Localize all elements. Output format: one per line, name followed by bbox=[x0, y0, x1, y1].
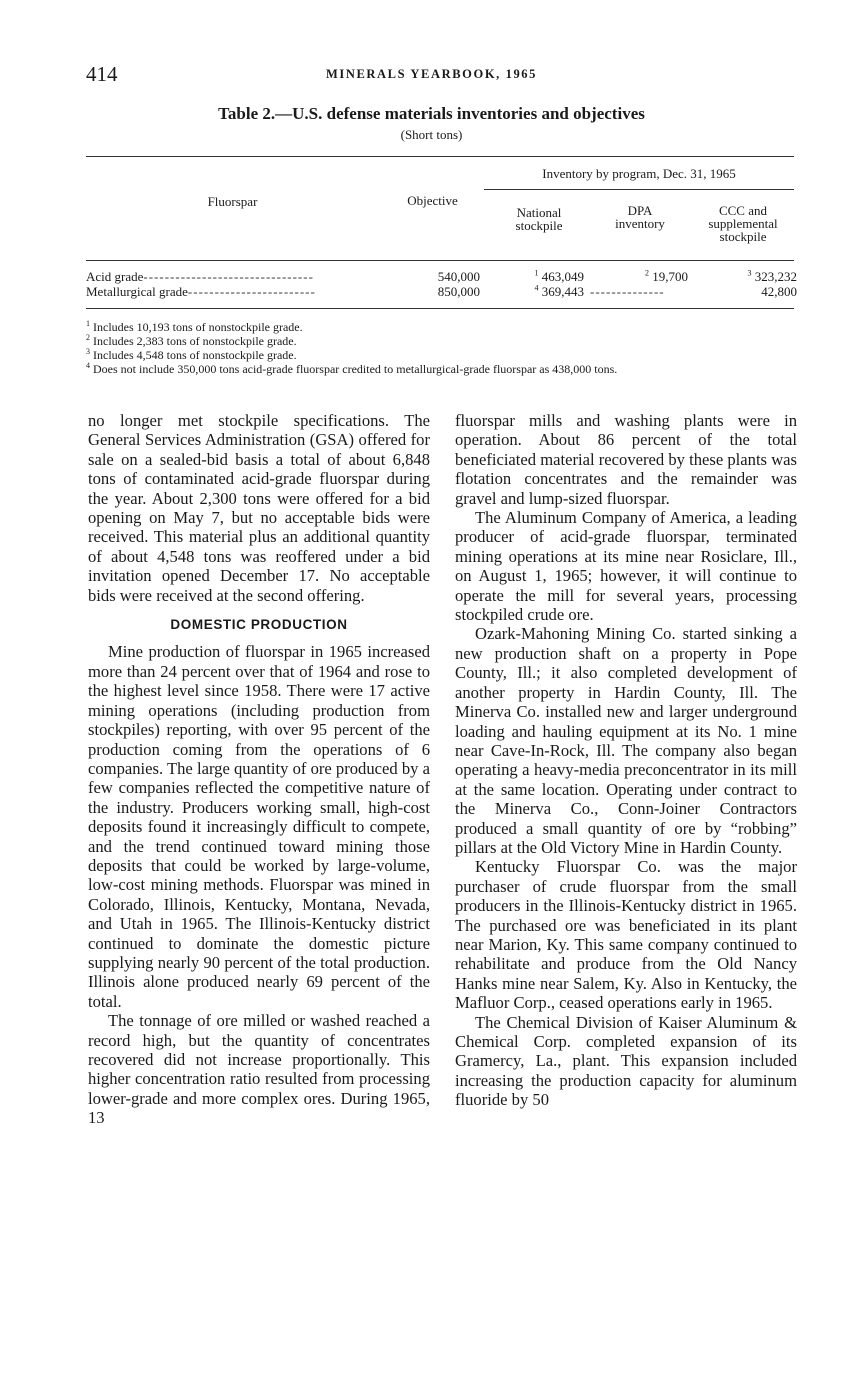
cell-objective: 850,000 bbox=[437, 284, 480, 299]
paragraph: The Chemical Division of Kaiser Aluminum & Chemical Corp. completed expansion of its Gramercy, La., plant. This expansion included increasing the production capacity for aluminum fluoride by 50 bbox=[455, 1012, 797, 1110]
paragraph: The Aluminum Company of America, a leading producer of acid-grade fluorspar, terminated mining operations at its mine near Rosiclare, Ill., on August 1, 1965; however, it will continue to operate the mill for several years, processing stockpiled crude ore. bbox=[455, 508, 797, 625]
cell-dpa-inventory: -------------- bbox=[590, 284, 665, 299]
paragraph: Mine production of fluorspar in 1965 increased more than 24 percent over that of 1964 and rose to the highest level since 1958. There were 17 active mining operations (including production from stockpiles) reporting, with over 95 percent of the production coming from the operations of 6 companies. The large quantity of ore produced by a few companies reflected the competitive nature of the industry. Producers working small, high-cost deposits found it increasingly difficult to compete, and the trend continued toward mining those deposits that could be worked by large-volume, low-cost mining methods. Fluorspar was mined in Colorado, Illinois, Kentucky, Montana, Nevada, and Utah in 1965. The Illinois-Kentucky district continued to dominate the domestic picture supplying nearly 90 percent of the total production. Illinois alone produced nearly 69 percent of the total. bbox=[88, 642, 430, 1011]
header-fluorspar: Fluorspar bbox=[207, 194, 258, 209]
table-top-rule bbox=[86, 156, 794, 157]
paragraph: The tonnage of ore milled or washed reached a record high, but the quantity of concentrates recovered did not increase proportionally. This higher concentration ratio resulted from processing lower-grade and more complex ores. During 1965, 13 bbox=[88, 1011, 430, 1128]
header-dpa-inventory: DPA inventory bbox=[615, 203, 665, 231]
running-title: MINERALS YEARBOOK, 1965 bbox=[325, 67, 537, 81]
cell-national-stockpile: $^1$ 463,049 bbox=[534, 268, 584, 284]
page-number: 414 bbox=[86, 62, 118, 86]
row-label-acid-grade: Acid grade-------------------------------- bbox=[86, 269, 314, 284]
paragraph: Ozark-Mahoning Mining Co. started sinking a new production shaft on a property in Pope County, Ill.; it also completed development of another property in Hardin County, Ill. The Minerva Co. installed new and larger underground loading and hauling equipment at its No. 1 mine near Cave-In-Rock, Ill. The company also began operating a heavy-media preconcentrator in its mill at the same location. Operating under contract to the Minerva Co., Conn-Joiner Contractors produced a small quantity of ore by “robbing” pillars at the Old Victory Mine in Hardin County. bbox=[455, 624, 797, 857]
paragraph: no longer met stockpile specifications. The General Services Administration (GSA) offered for sale on a sealed-bid basis a total of about 6,848 tons of contaminated acid-grade fluorspar during the year. About 2,300 tons were offered for a bid opening on May 7, but no acceptable bids were received. This material plus an additional quantity of about 4,548 tons was reoffered under a bid invitation opened December 17. No acceptable bids were received at the second offering. bbox=[88, 411, 430, 605]
table-units: (Short tons) bbox=[400, 127, 463, 142]
cell-ccc-stockpile: $^3$ 323,232 bbox=[747, 268, 797, 284]
paragraph: Kentucky Fluorspar Co. was the major purchaser of crude fluorspar from the small producers in the Illinois-Kentucky district in 1965. The purchased ore was beneficiated in its plant near Marion, Ky. This same company continued to rehabilitate and produce from the Old Nancy Hanks mine near Salem, Ky. Also in Kentucky, the Mafluor Corp., ceased operations early in 1965. bbox=[455, 857, 797, 1013]
right-column bbox=[455, 411, 797, 1110]
cell-national-stockpile: $^4$ 369,443 bbox=[534, 283, 584, 299]
footnote: $^2$ Includes 2,383 tons of nonstockpile grade. bbox=[86, 333, 297, 348]
table-bottom-rule bbox=[86, 308, 794, 309]
cell-dpa-inventory: $^2$ 19,700 bbox=[645, 268, 688, 284]
section-heading: DOMESTIC PRODUCTION bbox=[170, 617, 348, 633]
cell-ccc-stockpile: 42,800 bbox=[761, 284, 797, 299]
table-title: Table 2.—U.S. defense materials inventories and objectives bbox=[218, 104, 645, 123]
header-objective: Objective bbox=[407, 193, 458, 208]
footnote: $^4$ Does not include 350,000 tons acid-grade fluorspar credited to metallurgical-grade fluorspar as 438,000 tons. bbox=[86, 361, 618, 376]
cell-objective: 540,000 bbox=[437, 269, 480, 284]
group-header-rule bbox=[484, 189, 794, 190]
header-bottom-rule bbox=[86, 260, 794, 261]
footnote: $^3$ Includes 4,548 tons of nonstockpile grade. bbox=[86, 347, 297, 362]
table-footnotes bbox=[86, 320, 798, 376]
header-ccc-stockpile: CCC and supplemental stockpile bbox=[708, 203, 778, 244]
row-label-metallurgical-grade: Metallurgical grade------------------------ bbox=[86, 284, 316, 299]
footnote: $^1$ Includes 10,193 tons of nonstockpile grade. bbox=[86, 319, 303, 334]
left-column bbox=[88, 411, 430, 1128]
header-national-stockpile: National stockpile bbox=[515, 205, 563, 233]
header-inventory-group: Inventory by program, Dec. 31, 1965 bbox=[542, 166, 736, 181]
paragraph: fluorspar mills and washing plants were in operation. About 86 percent of the total beneficiated material recovered by these plants was flotation concentrates and the remainder was gravel and lump-sized fluorspar. bbox=[455, 411, 797, 508]
